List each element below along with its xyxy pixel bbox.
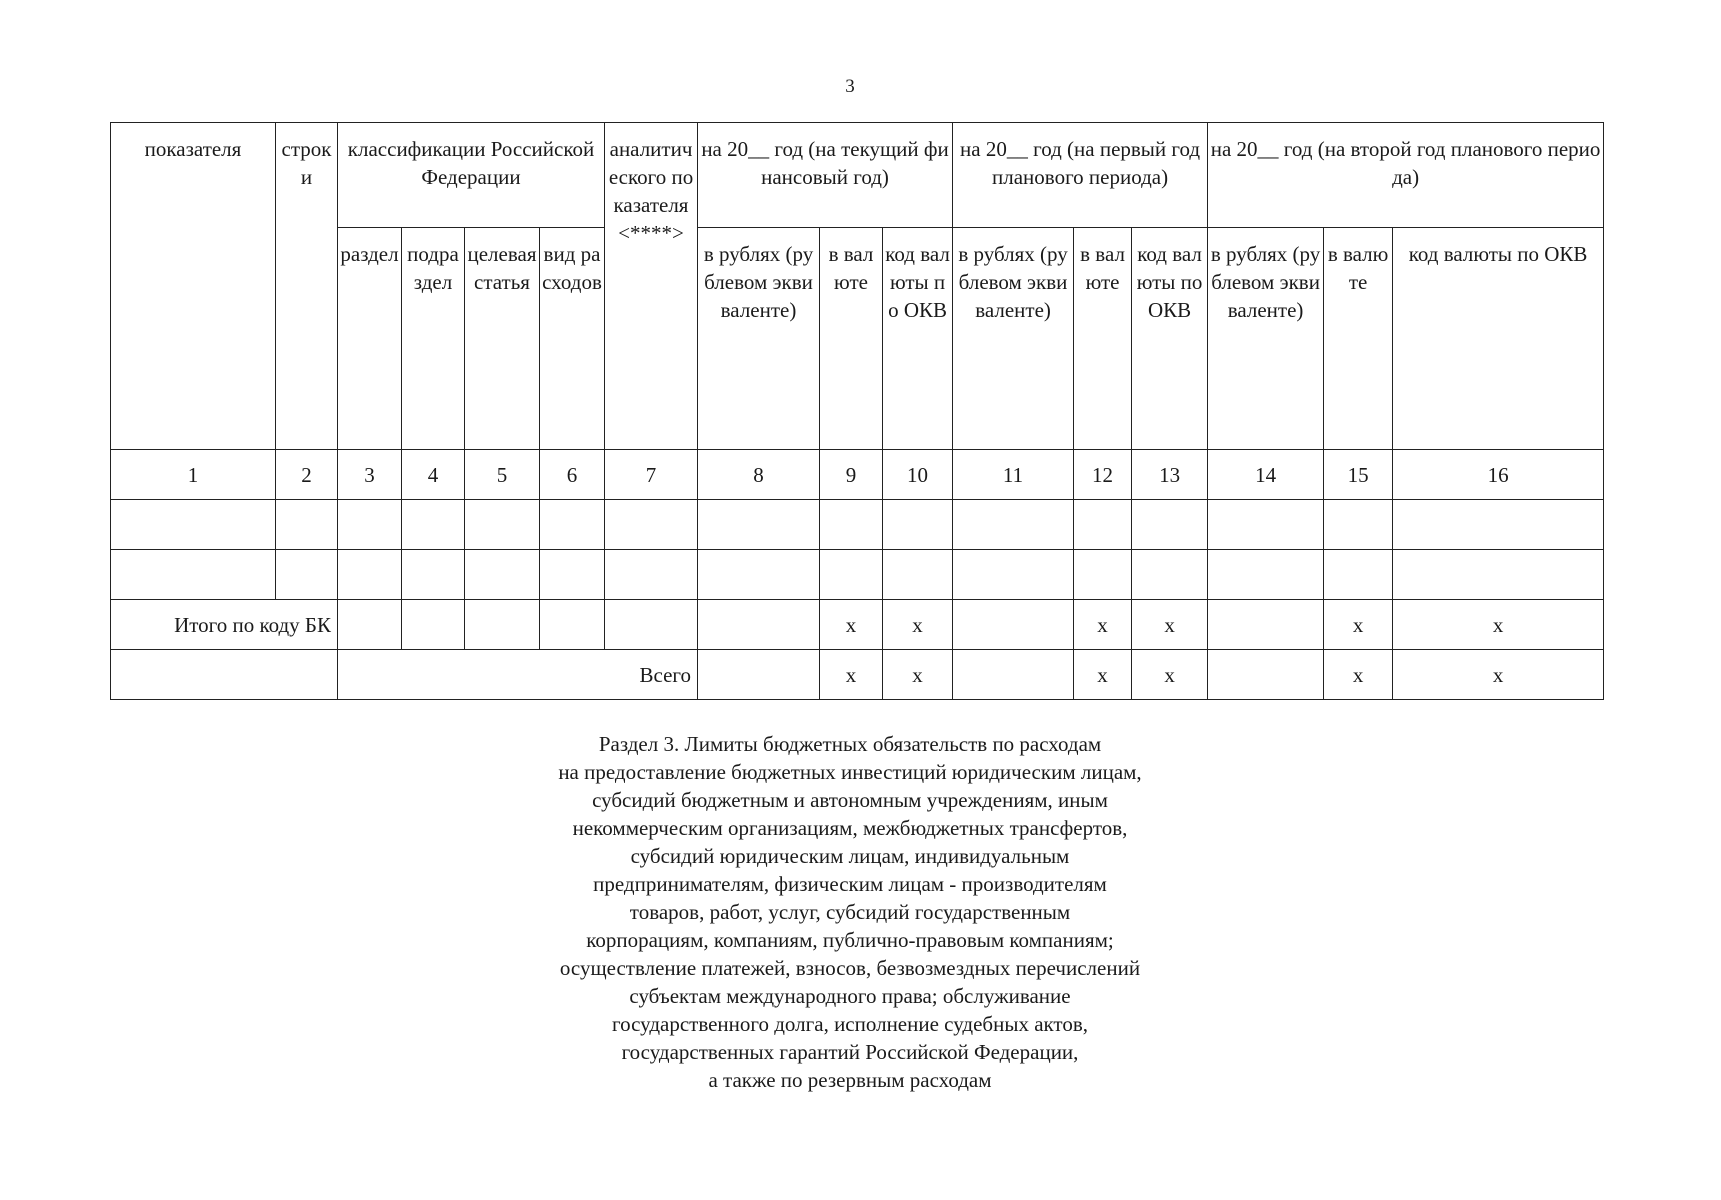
header-current-code: код валюты по ОКВ: [883, 228, 953, 450]
x-mark: х: [820, 600, 883, 650]
col-number: 13: [1132, 450, 1208, 500]
table-cell: [402, 500, 465, 550]
table-cell: [953, 600, 1074, 650]
x-mark: х: [820, 650, 883, 700]
x-mark: х: [1074, 600, 1132, 650]
section-title-line: на предоставление бюджетных инвестиций юридическим лицам,: [558, 760, 1142, 784]
table-cell: [1208, 550, 1324, 600]
page-number: 3: [845, 76, 855, 97]
header-year-first: на 20__ год (на первый год планового периода): [953, 123, 1208, 228]
table-cell: [605, 600, 698, 650]
table-cell: [953, 550, 1074, 600]
table-cell: [698, 500, 820, 550]
table-cell: [605, 500, 698, 550]
section-title: [440, 730, 1260, 1094]
col-number: 6: [540, 450, 605, 500]
col-number: 16: [1393, 450, 1604, 500]
col-number: 3: [338, 450, 402, 500]
section-title-line: Раздел 3. Лимиты бюджетных обязательств по расходам: [598, 732, 1102, 756]
header-current-currency: в валюте: [820, 228, 883, 450]
header-first-code: код валюты по ОКВ: [1132, 228, 1208, 450]
x-mark: х: [883, 650, 953, 700]
section-title-line: корпорациям, компаниям, публично-правовым компаниям;: [586, 928, 1114, 952]
col-number: 15: [1324, 450, 1393, 500]
table-cell: [698, 650, 820, 700]
table-cell: [1324, 550, 1393, 600]
section-title-line: а также по резервным расходам: [708, 1068, 992, 1092]
section-title-line: товаров, работ, услуг, субсидий государственным: [629, 900, 1071, 924]
x-mark: х: [1074, 650, 1132, 700]
x-mark: х: [1324, 600, 1393, 650]
x-mark: х: [1324, 650, 1393, 700]
table-cell: [1208, 600, 1324, 650]
table-cell: [953, 500, 1074, 550]
table-cell: [540, 550, 605, 600]
col-number: 12: [1074, 450, 1132, 500]
table-cell: [883, 500, 953, 550]
col-number: 11: [953, 450, 1074, 500]
header-target-article: целевая статья: [465, 228, 540, 450]
table-cell: [465, 550, 540, 600]
table-cell: [1132, 550, 1208, 600]
header-analytic: аналитического показателя <****>: [605, 123, 698, 450]
table-cell: [111, 500, 276, 550]
table-row: [111, 500, 1604, 550]
total-by-code-label: Итого по коду БК: [111, 600, 338, 650]
col-number: 4: [402, 450, 465, 500]
x-mark: х: [1393, 650, 1604, 700]
col-number: 14: [1208, 450, 1324, 500]
table-cell: [338, 600, 402, 650]
header-first-currency: в валюте: [1074, 228, 1132, 450]
table-cell: [540, 500, 605, 550]
header-second-rub: в рублях (рублевом эквиваленте): [1208, 228, 1324, 450]
section-title-line: государственного долга, исполнение судебных актов,: [611, 1012, 1089, 1036]
col-number: 9: [820, 450, 883, 500]
table-cell: [820, 550, 883, 600]
table-cell: [605, 550, 698, 600]
x-mark: х: [1393, 600, 1604, 650]
header-subsection: подраздел: [402, 228, 465, 450]
table-cell: [1208, 650, 1324, 700]
header-section: раздел: [338, 228, 402, 450]
table-cell: [465, 500, 540, 550]
budget-limits-table: [110, 122, 1604, 700]
col-number: 8: [698, 450, 820, 500]
grand-total-label: Всего: [338, 650, 698, 700]
table-cell: [540, 600, 605, 650]
section-title-line: государственных гарантий Российской Федерации,: [621, 1040, 1079, 1064]
table-cell: [276, 500, 338, 550]
table-cell: [953, 650, 1074, 700]
table-cell: [883, 550, 953, 600]
table-cell: [402, 600, 465, 650]
table-cell: [1324, 500, 1393, 550]
x-mark: х: [1132, 650, 1208, 700]
header-indicator: показателя: [111, 123, 276, 450]
table-cell: [276, 550, 338, 600]
col-number: 5: [465, 450, 540, 500]
table-cell: [820, 500, 883, 550]
table-cell: [1074, 550, 1132, 600]
table-cell: [111, 550, 276, 600]
section-title-line: осуществление платежей, взносов, безвозмездных перечислений: [559, 956, 1141, 980]
section-title-line: некоммерческим организациям, межбюджетных трансфертов,: [572, 816, 1128, 840]
table-cell: [1132, 500, 1208, 550]
x-mark: х: [883, 600, 953, 650]
total-by-code-row: [111, 600, 1604, 650]
header-classification: классификации Российской Федерации: [338, 123, 605, 228]
header-expense-type: вид расходов: [540, 228, 605, 450]
col-number: 10: [883, 450, 953, 500]
col-number: 7: [605, 450, 698, 500]
table-cell: [1393, 550, 1604, 600]
table-cell: [1074, 500, 1132, 550]
table-cell: [338, 500, 402, 550]
header-year-current: на 20__ год (на текущий финансовый год): [698, 123, 953, 228]
table-cell: [338, 550, 402, 600]
section-title-line: субсидий юридическим лицам, индивидуальным: [630, 844, 1070, 868]
table-row: [111, 550, 1604, 600]
header-line: строки: [276, 123, 338, 450]
col-number: 1: [111, 450, 276, 500]
header-second-code: код валюты по ОКВ: [1393, 228, 1604, 450]
section-title-line: предпринимателям, физическим лицам - производителям: [593, 872, 1107, 896]
table-cell: [402, 550, 465, 600]
header-first-rub: в рублях (рублевом эквиваленте): [953, 228, 1074, 450]
table-cell: [465, 600, 540, 650]
header-current-rub: в рублях (рублевом эквиваленте): [698, 228, 820, 450]
table-cell: [111, 650, 338, 700]
x-mark: х: [1132, 600, 1208, 650]
table-cell: [698, 550, 820, 600]
header-year-second: на 20__ год (на второй год планового периода): [1208, 123, 1604, 228]
table-cell: [698, 600, 820, 650]
section-title-line: субсидий бюджетным и автономным учреждениям, иным: [592, 788, 1108, 812]
table-cell: [1393, 500, 1604, 550]
grand-total-row: [111, 650, 1604, 700]
col-number: 2: [276, 450, 338, 500]
table-cell: [1208, 500, 1324, 550]
header-second-currency: в валюте: [1324, 228, 1393, 450]
section-title-line: субъектам международного права; обслуживание: [629, 984, 1071, 1008]
